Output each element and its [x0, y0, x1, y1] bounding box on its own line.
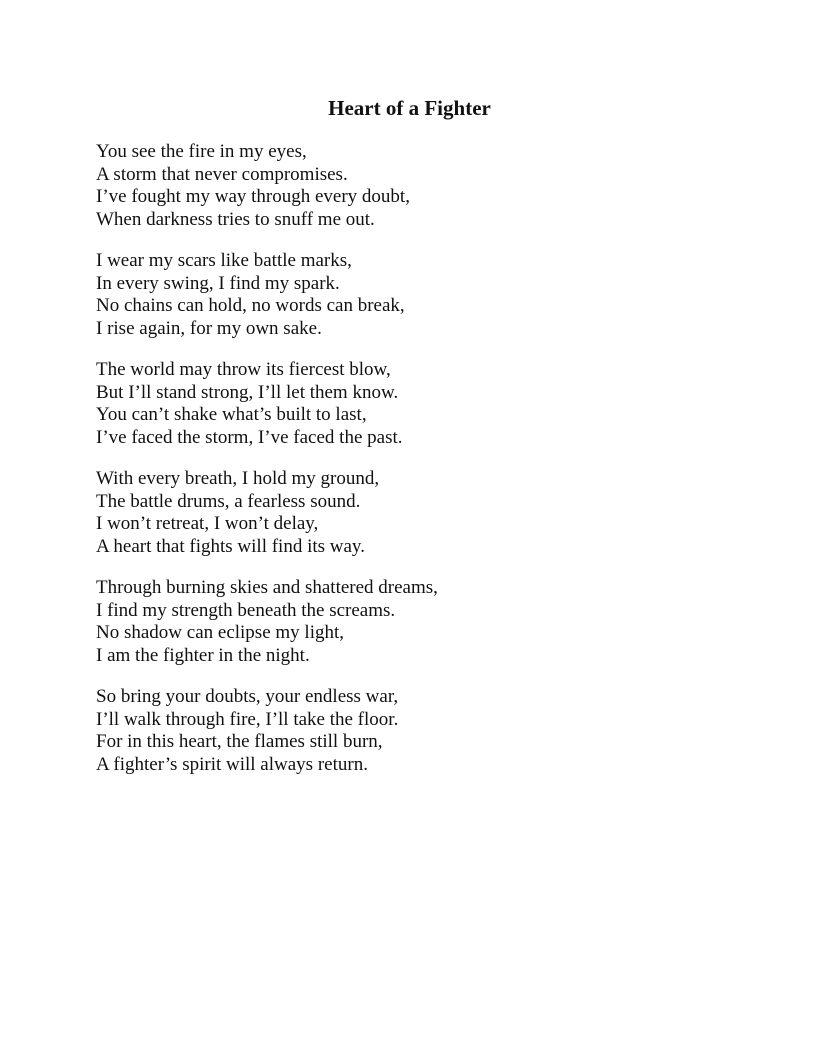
- poem-line: No shadow can eclipse my light,: [96, 622, 345, 643]
- poem-line: A heart that fights will find its way.: [96, 535, 365, 557]
- poem-line: You can’t shake what’s built to last,: [96, 404, 367, 425]
- stanza-2: [96, 250, 736, 340]
- poem-line: I wear my scars like battle marks,: [96, 250, 352, 271]
- stanza-4: [96, 468, 736, 558]
- stanza-5: [96, 577, 736, 667]
- poem-line: But I’ll stand strong, I’ll let them know.: [96, 381, 399, 403]
- stanza-3: [96, 359, 736, 449]
- stanza-6: [96, 686, 736, 776]
- poem-line: Through burning skies and shattered dreams,: [96, 577, 438, 598]
- poem-line: I won’t retreat, I won’t delay,: [96, 513, 319, 534]
- poem-line: I rise again, for my own sake.: [96, 317, 322, 339]
- poem-body: [96, 141, 736, 795]
- poem-line: I am the fighter in the night.: [96, 644, 310, 666]
- poem-line: I’ll walk through fire, I’ll take the floor.: [96, 708, 399, 730]
- poem-line: A storm that never compromises.: [96, 163, 348, 185]
- poem-line: The battle drums, a fearless sound.: [96, 490, 361, 512]
- poem-line: For in this heart, the flames still burn,: [96, 731, 383, 752]
- poem-line: In every swing, I find my spark.: [96, 272, 340, 294]
- stanza-1: [96, 141, 736, 231]
- poem-line: I find my strength beneath the screams.: [96, 599, 396, 621]
- poem-line: With every breath, I hold my ground,: [96, 468, 380, 489]
- poem-line: No chains can hold, no words can break,: [96, 295, 405, 316]
- poem-line: When darkness tries to snuff me out.: [96, 208, 375, 230]
- poem-line: You see the fire in my eyes,: [96, 141, 307, 162]
- poem-title: Heart of a Fighter: [328, 96, 491, 120]
- poem-line: I’ve fought my way through every doubt,: [96, 186, 410, 207]
- poem-line: I’ve faced the storm, I’ve faced the past.: [96, 426, 403, 448]
- poem-line: A fighter’s spirit will always return.: [96, 753, 368, 775]
- poem-line: The world may throw its fiercest blow,: [96, 359, 391, 380]
- poem-line: So bring your doubts, your endless war,: [96, 686, 399, 707]
